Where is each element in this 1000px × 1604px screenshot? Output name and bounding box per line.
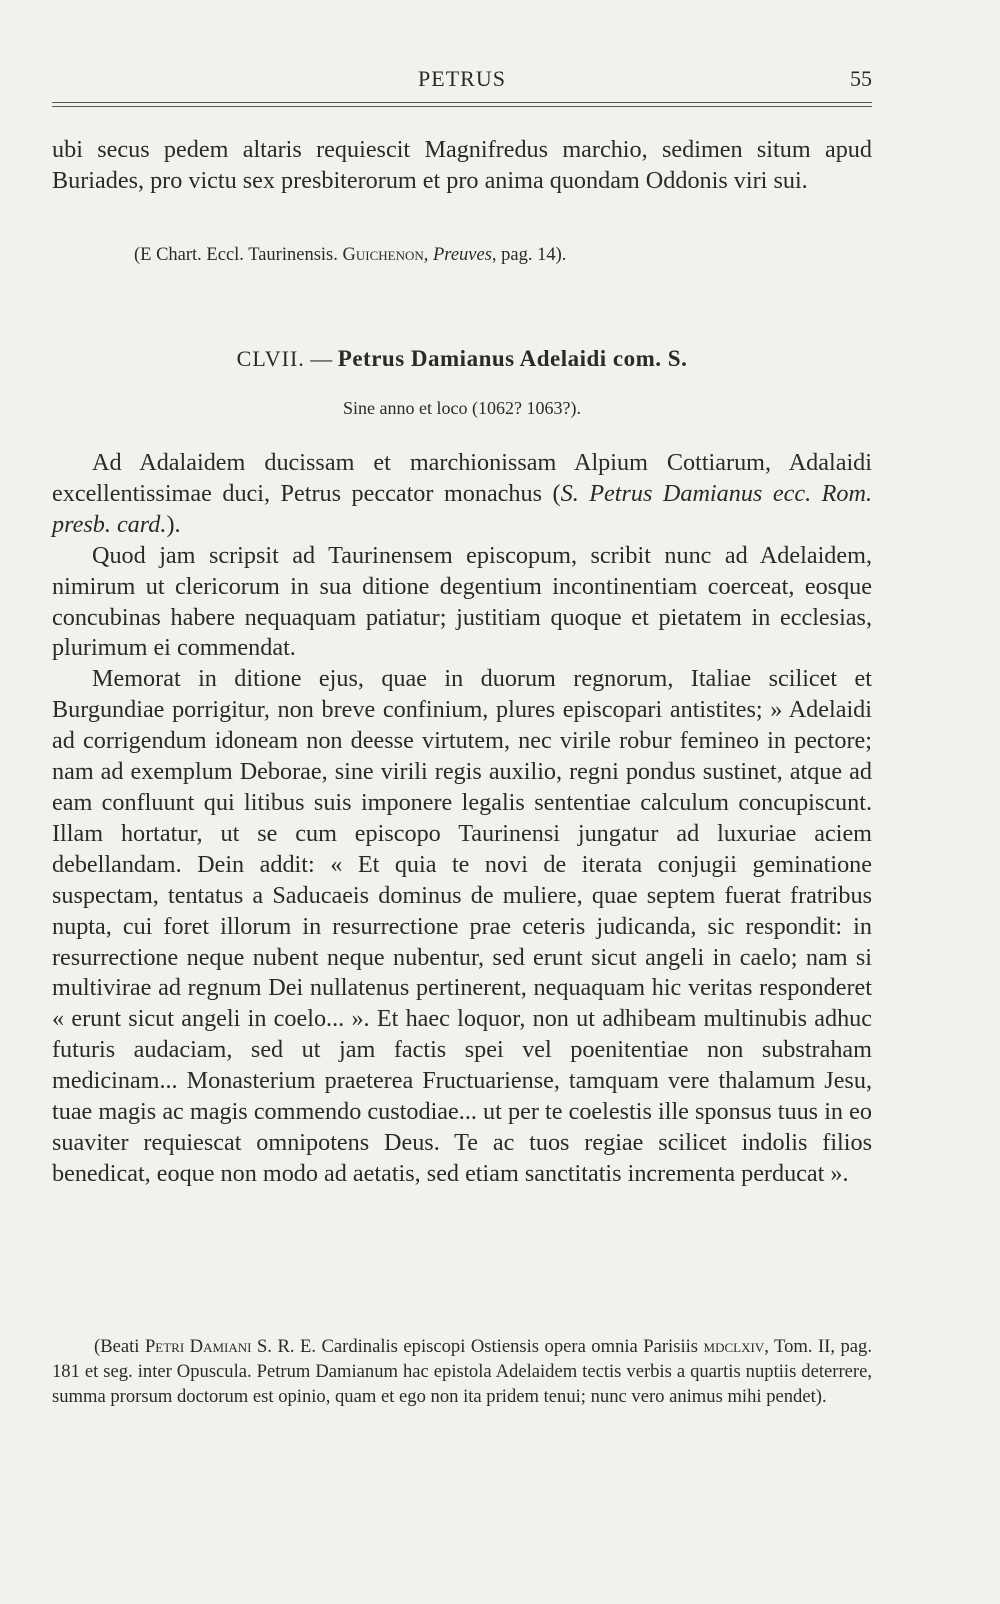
citation-work: Preuves [433, 245, 492, 265]
heading-dash: — [304, 346, 338, 371]
footnote-text-2: S. R. E. Cardinalis episcopi Ostiensis opera omnia Parisiis [251, 1336, 704, 1357]
header-rule-second [52, 106, 872, 107]
address-italic: S. Petrus Damianus ecc. Rom. presb. card. [52, 479, 873, 538]
citation-separator: , [423, 245, 433, 265]
body-paragraph-1: Quod jam scripsit ad Taurinensem episcopum, scribit nunc ad Adelaidem, nimirum ut clericorum in sua ditione degentium incontinentiam coerceat, eosque concubinas habere nequaquam patiatur; justitiam quoque et pietatem in ecclesias, plurimum ei commendat. [52, 541, 872, 662]
citation-author: Guichenon [342, 245, 424, 265]
footnote-text-3: , Tom. II, pag. 181 et seg. inter Opuscula. Petrum Damianum hac epistola Adelaidem tectis verbis a quartis nuptiis deterrere, summa prorsum doctorum est opinio, quam et ego non ita pridem tenui; nunc vero animus mihi pendet). [52, 1336, 872, 1407]
address-paragraph [52, 448, 872, 541]
footnote-citation [52, 1335, 872, 1409]
footnote-paragraph [52, 1335, 872, 1409]
address-end: ). [166, 510, 181, 538]
body-paragraph-2: Memorat in ditione ejus, quae in duorum regnorum, Italiae scilicet et Burgundiae porrigitur, non breve confinium, plures episcopari antistites; » Adelaidi ad corrigendum idoneam non deesse virtutem, nec virile robur femineo in pectore; nam ad exemplum Deborae, sine virili regis auxilio, regni pondus sustinet, atque ad eam confluunt qui litibus suis imponere legalis sententiae calculum concupiscunt. Illam hortatur, ut se cum episcopo Taurinensi jungatur ad luxuriae aciem debellandam. Dein addit: « Et quia te novi de iterata conjugii geminatione suspectam, tentatus a Saducaeis dominus de muliere, quae septem fuerat fratribus nupta, cui foret illorum in resurrectione prae ceteris judicanda, sic respondit: in resurrectione neque nubent neque nubentur, sed erunt sicut angeli in caelo; nam si multivirae ad regnum Dei nullatenus pertinerent, nequaquam hic veritas responderet « erunt sicut angeli in coelo... ». Et haec loquor, non ut adhibeam multinubis adhuc futuris audaciam, sed ut jam factis spei vel poenitentiae non substraham medicinam... Monasterium praeterea Fructuariense, tamquam vere thalamum Jesu, tuae magis ac magis commendo custodiae... ut per te coelestis ille sponsus tuus in eo suaviter requiescat omnipotens Deus. Te ac tuos regiae scilicet indolis filios benedicat, eoque non modo ad aetatis, sed etiam sanctitatis incrementa perducat ». [52, 665, 872, 1187]
footnote-author: Petri Damiani [144, 1336, 252, 1357]
citation-text: (E Chart. Eccl. Taurinensis. [134, 245, 343, 265]
footnote-year: mdclxiv [703, 1336, 765, 1357]
source-citation [52, 243, 872, 267]
document-number: CLVII. [236, 346, 305, 371]
document-date: Sine anno et loco (1062? 1063?). [343, 398, 581, 418]
running-header [52, 66, 872, 96]
preceding-paragraph: ubi secus pedem altaris requiescit Magnifredus marchio, sedimen situm apud Buriades, pro victu sex presbiterorum et pro anima quondam Oddonis viri sui. [52, 136, 872, 195]
header-rule [52, 102, 872, 103]
document-title: Petrus Damianus Adelaidi com. S. [337, 346, 688, 371]
page-number: 55 [850, 66, 872, 91]
citation-suffix: , pag. 14). [491, 245, 567, 265]
document-body [52, 448, 872, 1190]
document-heading [52, 346, 872, 372]
address-text: Ad Adalaidem ducissam et marchionissam Alpium Cottiarum, Adalaidi excellentissimae duci, Petrus peccator monachus ( [52, 449, 872, 507]
footnote-text-1: (Beati [94, 1336, 145, 1357]
running-title: PETRUS [418, 66, 506, 91]
preceding-charter-end [52, 134, 872, 197]
